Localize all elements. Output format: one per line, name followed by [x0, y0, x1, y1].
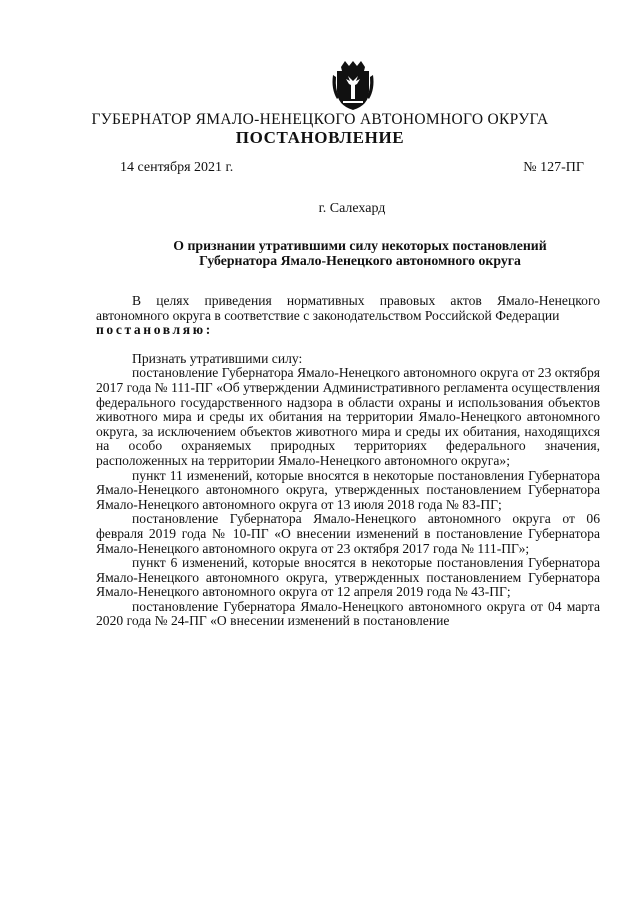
list-item: постановление Губернатора Ямало-Ненецкого автономного округа от 04 марта 2020 года № 24-ПГ «О внесении изменений в постановление	[96, 598, 600, 629]
intro-paragraph: В целях приведения нормативных правовых актов Ямало-Ненецкого автономного округа в соответствие с законодательством Российской Федерации	[96, 293, 600, 323]
list-item: постановление Губернатора Ямало-Ненецкого автономного округа от 23 октября 2017 года № 111-ПГ «Об утверждении Административного регламента осуществления федерального государственного надзора в области охраны и использования объектов животного мира и среды их обитания на территории Ямало-Ненецкого автономного округа, за исключением объектов животного мира и среды их обитания, находящихся на особо охраняемых природных территориях федерального значения, расположенных на территории Ямало-Ненецкого автономного округа»;	[96, 365, 600, 468]
lead-paragraph: Признать утратившими силу:	[132, 350, 303, 366]
document-city: г. Салехард	[318, 201, 386, 216]
title-line-1: О признании утратившими силу некоторых постановлений	[173, 238, 547, 253]
document-date: 14 сентября 2021 г.	[120, 160, 234, 175]
issuer-heading: ГУБЕРНАТОР ЯМАЛО-НЕНЕЦКОГО АВТОНОМНОГО ОКРУГА	[91, 111, 549, 128]
list-item: пункт 11 изменений, которые вносятся в некоторые постановления Губернатора Ямало-Ненецкого автономного округа, утвержденных постановлением Губернатора Ямало-Ненецкого автономного округа от 13 июля 2018 года № 83-ПГ;	[96, 467, 600, 512]
list-item: пункт 6 изменений, которые вносятся в некоторые постановления Губернатора Ямало-Ненецкого автономного округа, утвержденных постановлением Губернатора Ямало-Ненецкого автономного округа от 12 апреля 2019 года № 43-ПГ;	[96, 555, 600, 600]
document-body	[96, 294, 600, 629]
document-title	[60, 238, 640, 268]
coat-of-arms-icon	[331, 61, 375, 111]
list-item: постановление Губернатора Ямало-Ненецкого автономного округа от 06 февраля 2019 года № 10-ПГ «О внесении изменений в постановление Губернатора Ямало-Ненецкого автономного округа от 23 октября 2017 года № 111-ПГ»;	[96, 511, 600, 556]
title-line-2: Губернатора Ямало-Ненецкого автономного округа	[199, 253, 521, 268]
document-number: № 127-ПГ	[523, 160, 584, 175]
decree-word: постановляю:	[96, 322, 213, 338]
document-type-heading: ПОСТАНОВЛЕНИЕ	[235, 128, 405, 147]
